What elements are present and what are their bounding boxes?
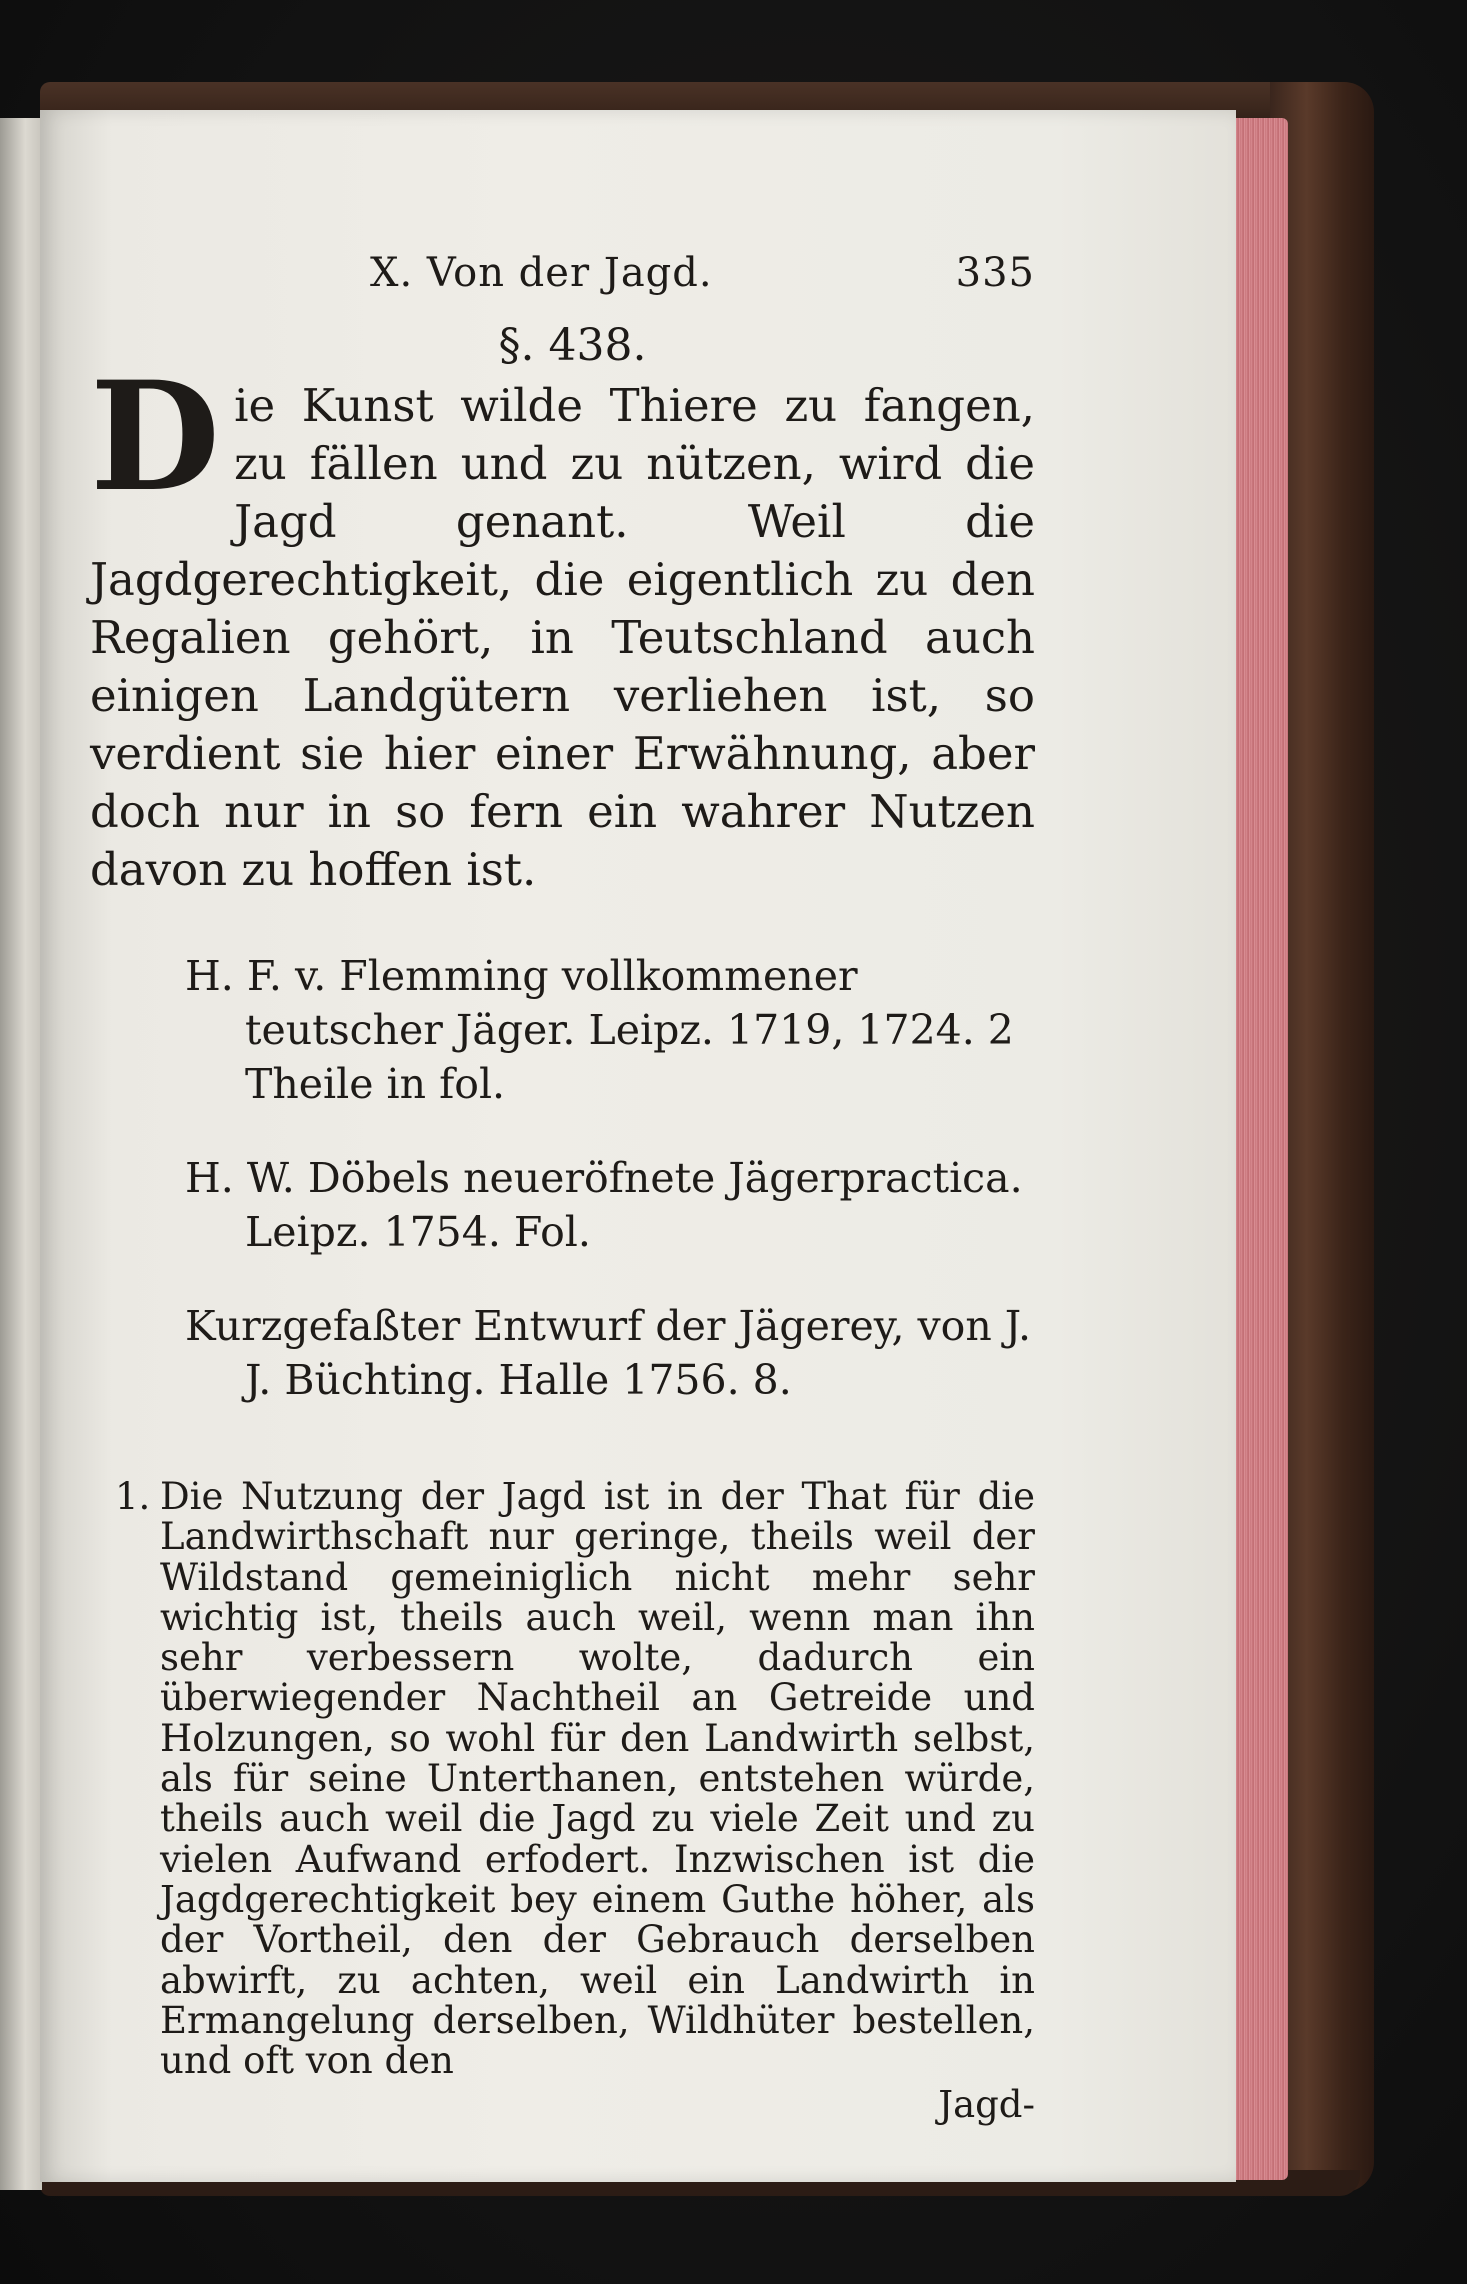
citation-list [90,949,1035,1407]
main-paragraph [90,349,1035,899]
book-page [40,110,1236,2182]
catchword: Jagd- [938,2083,1035,2127]
drop-cap: D [90,349,221,525]
page-content [90,250,1035,2126]
citation-flemming: H. F. v. Flemming vollkommener teutscher Jäger. Leipz. 1719, 1724. 2 Theile in fol. [185,952,1014,1108]
citation-buechting: Kurzgefaßter Entwurf der Jägerey, von J. J. Büchting. Halle 1756. 8. [185,1302,1032,1404]
section-number: §. 438. [498,320,647,371]
citation-doebel: H. W. Döbels neueröfnete Jägerpractica. Leipz. 1754. Fol. [185,1154,1023,1256]
footnote [90,1477,1035,2081]
red-page-edges [1230,118,1288,2180]
left-page-leaf [0,118,42,2190]
main-paragraph-text: ie Kunst wilde Thiere zu fangen, zu fällen und zu nützen, wird die Jagd genant. Weil die Jagdgerechtigkeit, die eigentlich zu den Regalien gehört, in Teutschland auch einigen Landgütern verliehen ist, so verdient sie hier einer Erwähnung, aber doch nur in so fern ein wahrer Nutzen davon zu hoffen ist. [90,379,1035,896]
page-number: 335 [955,250,1035,296]
running-title: X. Von der Jagd. [370,250,713,296]
footnote-text: Die Nutzung der Jagd ist in der That für die Landwirthschaft nur geringe, theils weil der Wildstand gemeiniglich nicht mehr sehr wichtig ist, theils auch weil, wenn man ihn sehr verbessern wolte, dadurch ein überwiegender Nachtheil an Getreide und Holzungen, so wohl für den Landwirth selbst, als für seine Unterthanen, entstehen würde, theils auch weil die Jagd zu viele Zeit und zu vielen Aufwand erfodert. Inzwischen ist die Jagdgerechtigkeit bey einem Guthe höher, als der Vortheil, den der Gebrauch derselben abwirft, zu achten, weil ein Landwirth in Ermangelung derselben, Wildhüter bestellen, und oft von den [160,1475,1035,2083]
running-head [90,250,1035,320]
footnote-number: 1. [115,1475,151,1518]
